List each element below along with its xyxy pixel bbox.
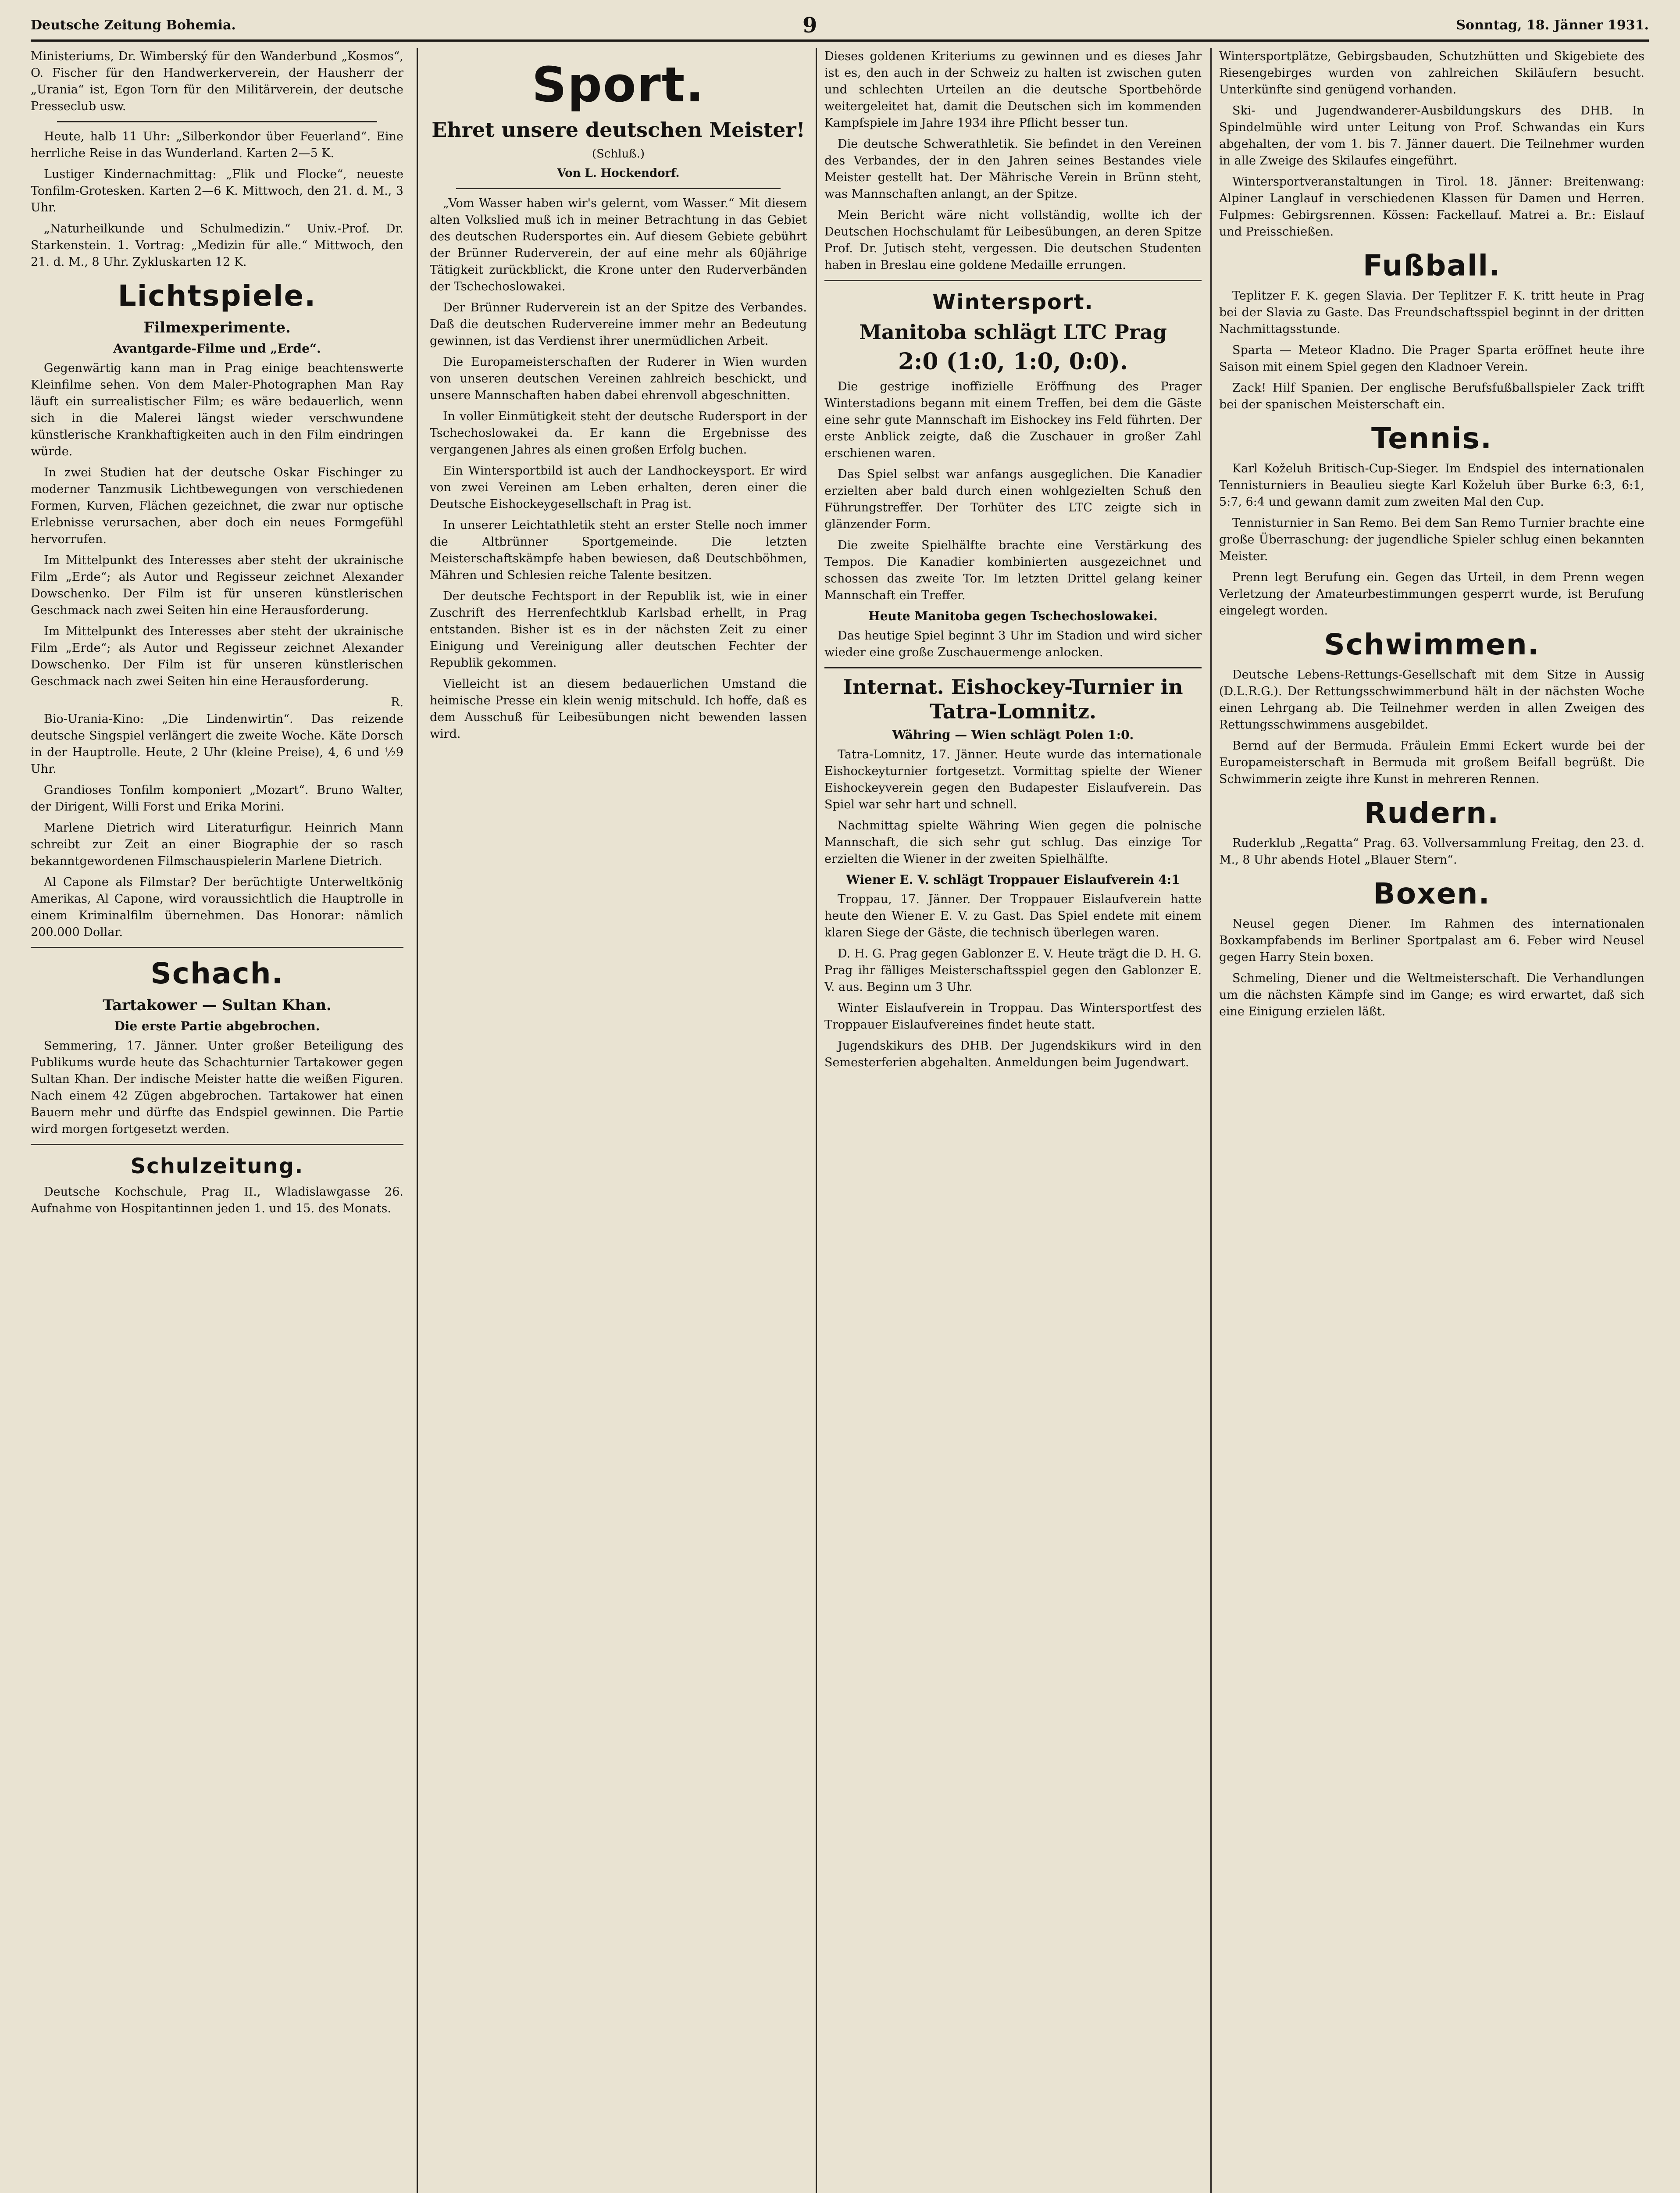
divider: [31, 947, 403, 948]
notice-item: Lustiger Kindernachmittag: „Flik und Flocke“, neueste Tonfilm-Grotesken. Karten 2—6 K. Mittwoch, den 21. d. M., 3 Uhr.: [31, 168, 403, 214]
article-text: Semmering, 17. Jänner. Unter großer Beteiligung des Publikums wurde heute das Schachturnier Tartakower gegen Sultan Khan. Der indische Meister hatte die weißen Figuren. Nach einem 42 Zügen abgebrochen. Tartakower hat einen Bauern mehr und dürfte das Endspiel gewinnen. Die Partie wird morgen fortgesetzt werden.: [31, 1039, 403, 1136]
article-text: Schmeling, Diener und die Weltmeisterschaft. Die Verhandlungen um die nächsten Kämpfe sind im Gange; es wird erwartet, daß sich eine Einigung erzielen läßt.: [1219, 971, 1644, 1018]
article-text: „Vom Wasser haben wir's gelernt, vom Wasser.“ Mit diesem alten Volkslied muß ich in meiner Betrachtung in das Gebiet des deutschen Rudersportes ein. Auf diesem Gebiete gebührt der Brünner Ruderverein, der auf eine mehr als 60jährige Tätigkeit zurückblickt, die Krone unter den Ruderverbänden der Tschechoslowakei.: [430, 196, 807, 293]
article-subheadline: Wiener E. V. schlägt Troppauer Eislaufverein 4:1: [846, 872, 1180, 887]
article-text: Ein Wintersportbild ist auch der Landhockeysport. Er wird von zwei Vereinen am Leben erhalten, deren einer die Deutsche Eishockeygesellschaft in Prag ist.: [430, 464, 807, 511]
article-text: Teplitzer F. K. gegen Slavia. Der Teplitzer F. K. tritt heute in Prag bei der Slavia zu Gaste. Das Freundschaftsspiel beginnt in der dritten Nachmittagsstunde.: [1219, 289, 1644, 336]
article-headline: Tartakower — Sultan Khan.: [103, 996, 332, 1014]
article-text: Deutsche Lebens-Rettungs-Gesellschaft mit dem Sitze in Aussig (D.L.R.G.). Der Rettungsschwimmerbund hält in der nächsten Woche einen Lehrgang ab. Die Teilnehmer werden in allen Zweigen des Rettungsschwimmens ausgebildet.: [1219, 668, 1644, 732]
article-subheadline: Die erste Partie abgebrochen.: [114, 1019, 320, 1033]
article-text: Deutsche Kochschule, Prag II., Wladislawgasse 26. Aufnahme von Hospitantinnen jeden 1. und 15. des Monats.: [31, 1185, 403, 1215]
article-text: Tennisturnier in San Remo. Bei dem San Remo Turnier brachte eine große Überraschung: der jugendliche Spieler schlug einen bekannten Meister.: [1219, 516, 1644, 563]
section-title-boxen: Boxen.: [1373, 877, 1491, 911]
article-text: Winter Eislaufverein in Troppau. Das Wintersportfest des Troppauer Eislaufvereines findet heute statt.: [824, 1001, 1202, 1032]
article-headline: Filmexperimente.: [143, 319, 291, 336]
article-text: Jugendskikurs des DHB. Der Jugendskikurs wird in den Semesterferien abgehalten. Anmeldungen beim Jugendwart.: [824, 1039, 1202, 1069]
article-headline: Manitoba schlägt LTC Prag: [859, 320, 1167, 344]
section-title-schwimmen: Schwimmen.: [1324, 628, 1540, 661]
article-text: Im Mittelpunkt des Interesses aber steht der ukrainische Film „Erde“; als Autor und Regisseur zeichnet Alexander Dowschenko. Der Film ist für unseren künstlerischen Geschmack nach zwei Seiten hin eine Herausforderung.: [31, 625, 403, 688]
article-text: Prenn legt Berufung ein. Gegen das Urteil, in dem Prenn wegen Verletzung der Amateurbestimmungen gesperrt wurde, ist Berufung eingelegt worden.: [1219, 571, 1644, 618]
match-score: 2:0 (1:0, 1:0, 0:0).: [898, 348, 1128, 375]
page-number: 9: [803, 13, 817, 38]
article-text: Die Europameisterschaften der Ruderer in Wien wurden von unseren deutschen Vereinen zahlreich beschickt, und unsere Mannschaften haben dabei ehrenvoll abgeschnitten.: [430, 355, 807, 402]
section-title-schach: Schach.: [150, 957, 284, 990]
divider: [824, 280, 1202, 281]
article-headline: Internat. Eishockey-Turnier in Tatra-Lomnitz.: [843, 675, 1183, 723]
article-text: In voller Einmütigkeit steht der deutsche Rudersport in der Tschechoslowakei da. Er kann die Ergebnisse des vergangenen Jahres als einen großen Erfolg buchen.: [430, 410, 807, 457]
column-1: [31, 48, 403, 2193]
article-text: Im Mittelpunkt des Interesses aber steht der ukrainische Film „Erde“; als Autor und Regisseur zeichnet Alexander Dowschenko. Der Film ist für unseren künstlerischen Geschmack nach zwei Seiten hin eine Herausforderung.: [31, 554, 403, 617]
article-text: Mein Bericht wäre nicht vollständig, wollte ich der Deutschen Hochschulamt für Leibesübungen, an deren Spitze Prof. Dr. Jutisch steht, vergessen. Die deutschen Studenten haben in Breslau eine goldene Medaille errungen.: [824, 208, 1202, 272]
article-text: Ruderklub „Regatta“ Prag. 63. Vollversammlung Freitag, den 23. d. M., 8 Uhr abends Hotel „Blauer Stern“.: [1219, 836, 1644, 867]
article-text: Wintersportplätze, Gebirgsbauden, Schutzhütten und Skigebiete des Riesengebirges wurden von zahlreichen Skiläufern besucht. Unterkünfte sind genügend vorhanden.: [1219, 50, 1644, 96]
article-text: Das heutige Spiel beginnt 3 Uhr im Stadion und wird sicher wieder eine große Zuschauermenge anlocken.: [824, 629, 1202, 659]
article-text: Wintersportveranstaltungen in Tirol. 18. Jänner: Breitenwang: Alpiner Langlauf in verschiedenen Klassen für Damen und Herren. Fulpmes: Gebirgsrennen. Kössen: Fackellauf. Matrei a. Br.: Eislauf und Preisschießen.: [1219, 175, 1644, 239]
masthead-name: Deutsche Zeitung Bohemia.: [31, 18, 236, 33]
issue-date: Sonntag, 18. Jänner 1931.: [1456, 18, 1649, 33]
article-text: Die zweite Spielhälfte brachte eine Verstärkung des Tempos. Die Kanadier kombinierten ausgezeichnet und schossen das zweite Tor. Im letzten Drittel gelang keiner Mannschaft ein Treffer.: [824, 539, 1202, 602]
divider: [57, 121, 377, 122]
article-subheadline: Währing — Wien schlägt Polen 1:0.: [892, 728, 1134, 742]
article-text: Vielleicht ist an diesem bedauerlichen Umstand die heimische Presse ein klein wenig mitschuld. Ich hoffe, daß es dem Ausschuß für Leibesübungen nicht bewenden lassen wird.: [430, 677, 807, 741]
article-text: Ministeriums, Dr. Wimberský für den Wanderbund „Kosmos“, O. Fischer für den Handwerkerverein, der Hausherr der „Urania“ ist, Egon Torn für den Militärverein, der deutsche Presseclub usw.: [31, 50, 403, 113]
article-byline: Von L. Hockendorf.: [557, 167, 680, 180]
column-rule: [417, 48, 418, 2193]
article-text: In zwei Studien hat der deutsche Oskar Fischinger zu moderner Tanzmusik Lichtbewegungen von verschiedenen Formen, Kurven, Flächen gezeichnet, die zwar nur optische Erlebnisse verursachen, aber doch ein neues Formgefühl hervorrufen.: [31, 466, 403, 546]
cinema-notice: Bio-Urania-Kino: „Die Lindenwirtin“. Das reizende deutsche Singspiel verlängert die zweite Woche. Käte Dorsch in der Hauptrolle. Heute, 2 Uhr (kleine Preise), 4, 6 und ½9 Uhr.: [31, 712, 403, 776]
article-text: Karl Koželuh Britisch-Cup-Sieger. Im Endspiel des internationalen Tennisturniers in Beaulieu siegte Karl Koželuh über Burke 6:3, 6:1, 5:7, 6:4 und gewann damit zum zweiten Mal den Cup.: [1219, 462, 1644, 509]
article-text: Zack! Hilf Spanien. Der englische Berufsfußballspieler Zack trifft bei der spanischen Meisterschaft ein.: [1219, 381, 1644, 411]
article-text: D. H. G. Prag gegen Gablonzer E. V. Heute trägt die D. H. G. Prag ihr fälliges Meisterschaftsspiel gegen den Gablonzer E. V. aus. Beginn um 3 Uhr.: [824, 947, 1202, 994]
cinema-notice: Grandioses Tonfilm komponiert „Mozart“. Bruno Walter, der Dirigent, Willi Forst und Erika Morini.: [31, 783, 403, 814]
divider: [456, 188, 781, 189]
cinema-notice: Marlene Dietrich wird Literaturfigur. Heinrich Mann schreibt zur Zeit an einer Biographie der so rasch bekanntgewordenen Filmschauspielerin Marlene Dietrich.: [31, 821, 403, 868]
article-text: Sparta — Meteor Kladno. Die Prager Sparta eröffnet heute ihre Saison mit einem Spiel gegen den Kladnoer Verein.: [1219, 343, 1644, 374]
article-text: Troppau, 17. Jänner. Der Troppauer Eislaufverein hatte heute den Wiener E. V. zu Gast. Das Spiel endete mit einem klaren Siege der Gäste, die technisch überlegen waren.: [824, 893, 1202, 939]
column-3: [824, 48, 1202, 2193]
divider: [31, 1144, 403, 1145]
cinema-notice: Al Capone als Filmstar? Der berüchtigte Unterweltkönig Amerikas, Al Capone, wird voraussichtlich die Hauptrolle in einem Kriminalfilm übernehmen. Das Honorar: nämlich 200.000 Dollar.: [31, 875, 403, 939]
column-rule: [1210, 48, 1212, 2193]
author-signature: R.: [391, 696, 403, 709]
running-header: [31, 13, 1649, 42]
section-title-fussball: Fußball.: [1363, 249, 1501, 282]
column-2: [430, 48, 807, 2193]
article-headline: Ehret unsere deutschen Meister!: [432, 118, 805, 142]
article-text: Das Spiel selbst war anfangs ausgeglichen. Die Kanadier erzielten aber bald durch einen wohlgezielten Schuß den Führungstreffer. Der Torhüter des LTC zeigte sich in glänzender Form.: [824, 468, 1202, 531]
column-rule: [816, 48, 817, 2193]
article-subheadline: Avantgarde-Filme und „Erde“.: [113, 341, 321, 356]
notice-item: „Naturheilkunde und Schulmedizin.“ Univ.-Prof. Dr. Starkenstein. 1. Vortrag: „Medizin für alle.“ Mittwoch, den 21. d. M., 8 Uhr. Zykluskarten 12 K.: [31, 222, 403, 269]
section-title-wintersport: Wintersport.: [932, 290, 1094, 314]
notice-item: Heute, halb 11 Uhr: „Silberkondor über Feuerland“. Eine herrliche Reise in das Wunderland. Karten 2—5 K.: [31, 130, 403, 160]
section-title-schulzeitung: Schulzeitung.: [130, 1154, 304, 1179]
article-text: Nachmittag spielte Währing Wien gegen die polnische Mannschaft, die sich sehr gut schlug. Das einzige Tor erzielten die Wiener in der zweiten Spielhälfte.: [824, 819, 1202, 866]
column-4: [1219, 48, 1644, 2193]
article-text: Dieses goldenen Kriteriums zu gewinnen und es dieses Jahr ist es, den auch in der Schweiz zu halten ist zwischen guten und schlechten Urteilen an die deutsche Sportbehörde weitergeleitet hat, damit die Deutschen sich im kommenden Kampfspiele im Jahre 1934 ihre Pflicht besser tun.: [824, 50, 1202, 130]
divider: [824, 667, 1202, 668]
article-text: Der deutsche Fechtsport in der Republik ist, wie in einer Zuschrift des Herrenfechtklub Karlsbad erhellt, in Prag entstanden. Bisher ist es in der nächsten Zeit zu einer Einigung und Vereinigung aller deutschen Fechter der Republik gekommen.: [430, 589, 807, 670]
section-title-tennis: Tennis.: [1371, 421, 1492, 455]
section-title-lichtspiele: Lichtspiele.: [118, 279, 317, 313]
article-text: Ski- und Jugendwanderer-Ausbildungskurs des DHB. In Spindelmühle wird unter Leitung von Prof. Schwandas ein Kurs abgehalten, der vom 1. bis 7. Jänner dauert. Die Teilnehmer wurden in alle Zweige des Skilaufes eingeführt.: [1219, 104, 1644, 168]
section-title-rudern: Rudern.: [1364, 796, 1500, 830]
article-text: Tatra-Lomnitz, 17. Jänner. Heute wurde das internationale Eishockeyturnier fortgesetzt. Vormittag spielte der Wiener Eishockeyverein gegen den Budapester Eislaufverein. Das Spiel war sehr hart und schnell.: [824, 748, 1202, 811]
article-text: Die deutsche Schwerathletik. Sie befindet in den Vereinen des Verbandes, der in den Jahren seines Bestandes viele Meister gestellt hat. Der Mährische Verein in Brünn steht, was Mannschaften anlangt, an der Spitze.: [824, 137, 1202, 201]
article-subheadline: Heute Manitoba gegen Tschechoslowakei.: [868, 609, 1158, 623]
article-text: Neusel gegen Diener. Im Rahmen des internationalen Boxkampfabends im Berliner Sportpalast am 6. Feber wird Neusel gegen Harry Stein boxen.: [1219, 917, 1644, 964]
article-text: Der Brünner Ruderverein ist an der Spitze des Verbandes. Daß die deutschen Rudervereine immer mehr an Bedeutung gewinnen, ist das Verdienst ihrer unermüdlichen Arbeit.: [430, 301, 807, 348]
article-continuation: (Schluß.): [592, 147, 645, 161]
article-text: Gegenwärtig kann man in Prag einige beachtenswerte Kleinfilme sehen. Von dem Maler-Photographen Man Ray läuft ein surrealistischer Film; es wäre bedauerlich, wenn sich in die Malerei längst wieder verschwundene künstlerische Krankhaftigkeiten auch in den Film eindringen würde.: [31, 361, 403, 458]
article-text: Bernd auf der Bermuda. Fräulein Emmi Eckert wurde bei der Europameisterschaft in Bermuda mit großem Beifall begrüßt. Die Schwimmerin zeigte ihre Kunst in mehreren Rennen.: [1219, 739, 1644, 786]
section-title-sport: Sport.: [531, 57, 705, 113]
article-text: In unserer Leichtathletik steht an erster Stelle noch immer die Altbrünner Sportgemeinde. Die letzten Meisterschaftskämpfe haben bewiesen, daß Deutschböhmen, Mähren und Schlesien reiche Talente besitzen.: [430, 518, 807, 582]
article-text: Die gestrige inoffizielle Eröffnung des Prager Winterstadions begann mit einem Treffen, bei dem die Gäste eine sehr gute Mannschaft im Eishockey ins Feld führten. Der erste Anblick zeigte, daß die Zuschauer in großer Zahl erschienen waren.: [824, 380, 1202, 460]
